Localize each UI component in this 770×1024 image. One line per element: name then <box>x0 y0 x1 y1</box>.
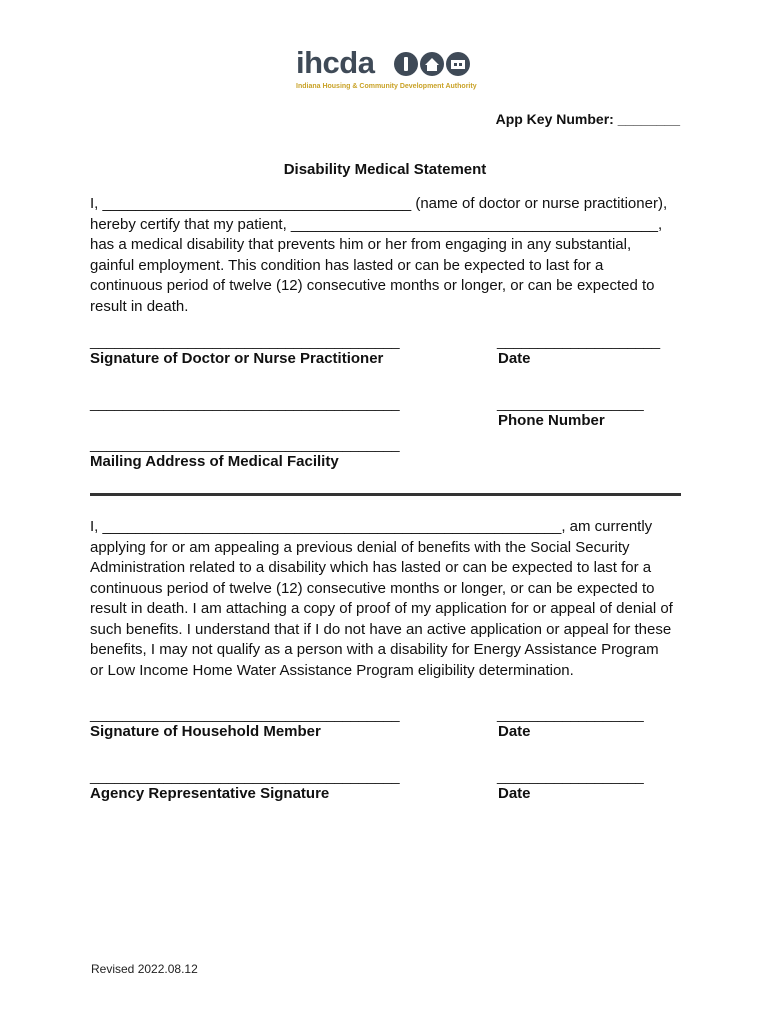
paragraph-line: I, _______________________________________________________, am currently <box>90 518 653 535</box>
mailing-address-line[interactable]: ______________________________________ <box>90 436 400 453</box>
household-signature-line[interactable]: ______________________________________ <box>90 706 400 723</box>
paragraph-line: has a medical disability that prevents him or her from engaging in any substantial, <box>90 236 632 253</box>
doctor-extra-line[interactable]: ______________________________________ <box>90 395 400 412</box>
paragraph-line: such benefits. I understand that if I do not have an active application or appeal for these <box>90 620 672 638</box>
agency-signature-line[interactable]: ______________________________________ <box>90 768 400 785</box>
paragraph-line: I, _____________________________________ (name of doctor or nurse practitioner), <box>90 195 668 212</box>
paragraph-line: result in death. <box>90 297 189 315</box>
household-date-label: Date <box>498 723 531 740</box>
mailing-address-label: Mailing Address of Medical Facility <box>90 453 339 470</box>
household-signature-label: Signature of Household Member <box>90 723 321 740</box>
agency-date-label: Date <box>498 785 531 802</box>
paragraph-line: continuous period of twelve (12) consecutive months or longer, or can be expected to <box>90 579 655 597</box>
doctor-date-label: Date <box>498 350 531 367</box>
paragraph-line: Administration related to a disability which has lasted or can be expected to last for a <box>90 559 652 576</box>
doctor-certification-text <box>90 194 690 317</box>
section-divider <box>90 493 681 496</box>
paragraph-line: applying for or am appealing a previous denial of benefits with the Social Security <box>90 538 630 556</box>
paragraph-line: or Low Income Home Water Assistance Program eligibility determination. <box>90 661 574 679</box>
person-icon <box>394 52 418 76</box>
paragraph-line: benefits, I may not qualify as a person with a disability for Energy Assistance Program <box>90 641 659 658</box>
revision-date: Revised 2022.08.12 <box>91 962 198 976</box>
community-icon <box>446 52 470 76</box>
phone-number-label: Phone Number <box>498 412 605 429</box>
logo-icons <box>394 51 474 77</box>
phone-number-line[interactable]: __________________ <box>497 395 644 412</box>
page-title: Disability Medical Statement <box>283 161 487 178</box>
household-statement-text <box>90 517 690 681</box>
doctor-date-line[interactable]: ____________________ <box>497 333 660 350</box>
doctor-signature-line[interactable]: ______________________________________ <box>90 333 400 350</box>
paragraph-line: hereby certify that my patient, ____________________________________________, <box>90 215 663 233</box>
paragraph-line: continuous period of twelve (12) consecutive months or longer, or can be expected to <box>90 277 655 294</box>
logo-wordmark: ihcda <box>296 45 375 80</box>
house-icon <box>420 52 444 76</box>
paragraph-line: gainful employment. This condition has lasted or can be expected to last for a <box>90 256 604 274</box>
household-date-line[interactable]: __________________ <box>497 706 644 723</box>
logo-subtitle: Indiana Housing & Community Development Authority <box>296 83 477 90</box>
doctor-signature-label: Signature of Doctor or Nurse Practitioner <box>90 350 384 367</box>
agency-signature-label: Agency Representative Signature <box>90 785 330 802</box>
agency-date-line[interactable]: __________________ <box>497 768 644 785</box>
app-key-number: App Key Number: ________ <box>495 111 680 127</box>
ihcda-logo <box>296 46 486 94</box>
paragraph-line: result in death. I am attaching a copy of proof of my application for or appeal of denial of <box>90 600 673 617</box>
